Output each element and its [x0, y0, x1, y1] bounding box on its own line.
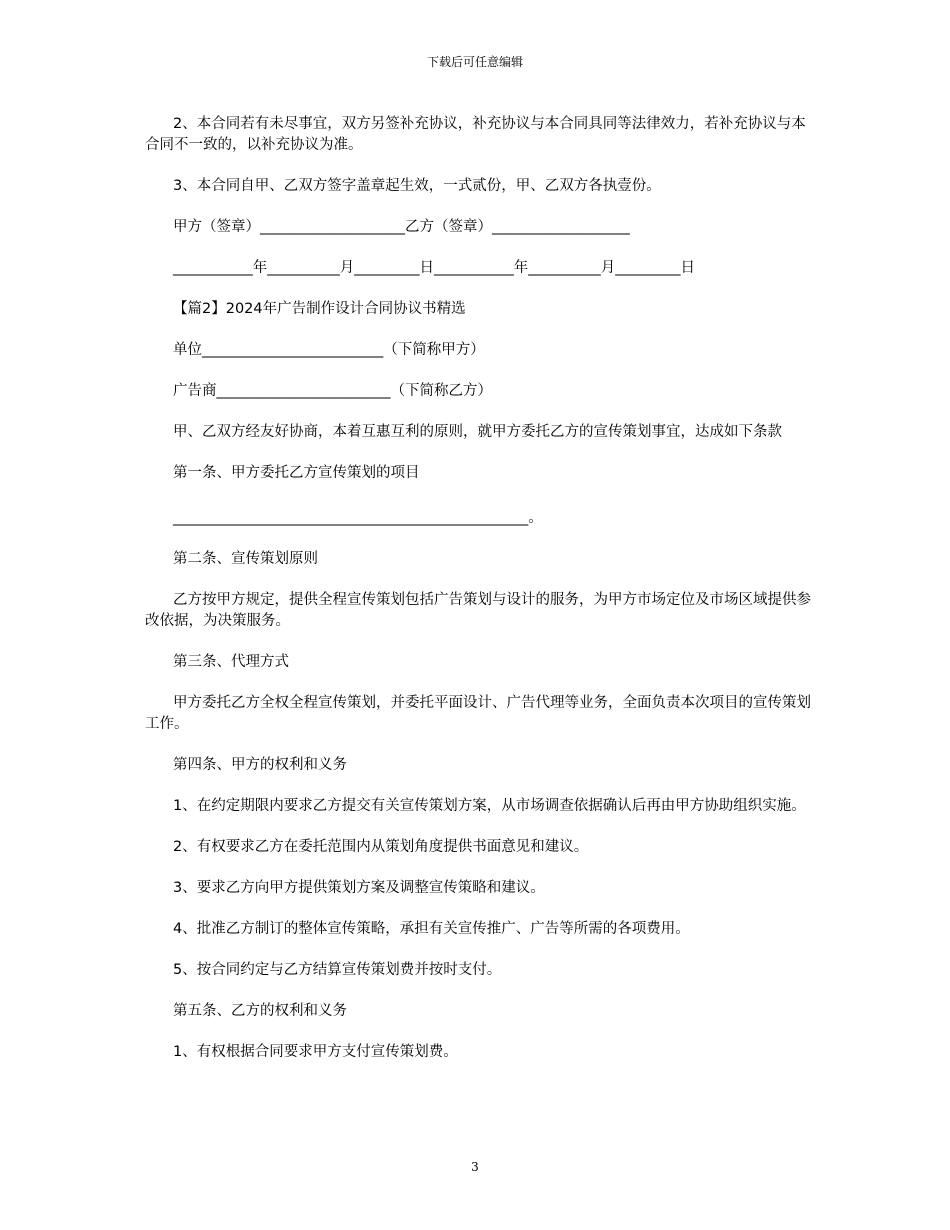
date-line: ___________年__________月_________日___________年__________月_________日: [173, 260, 695, 276]
paragraph: 甲方委托乙方全权全程宣传策划，并委托平面设计、广告代理等业务，全面负责本次项目的宣传策划工作。: [145, 695, 811, 732]
paragraph: 1、在约定期限内要求乙方提交有关宣传策划方案，从市场调查依据确认后再由甲方协助组织实施。: [173, 798, 806, 814]
paragraph: 甲、乙双方经友好协商，本着互惠互利的原则，就甲方委托乙方的宣传策划事宜，达成如下条款: [173, 424, 782, 440]
paragraph: 2、本合同若有未尽事宜，双方另签补充协议，补充协议与本合同具同等法律效力，若补充协议与本合同不一致的，以补充协议为准。: [145, 116, 806, 153]
article-heading: 第四条、甲方的权利和义务: [173, 757, 347, 773]
party-b-line: 广告商________________________（下简称乙方）: [173, 383, 492, 399]
page-number: 3: [471, 1160, 479, 1174]
paragraph: 2、有权要求乙方在委托范围内从策划角度提供书面意见和建议。: [173, 839, 589, 855]
section-title: 【篇2】2024年广告制作设计合同协议书精选: [173, 301, 466, 317]
paragraph: 3、本合同自甲、乙双方签字盖章起生效，一式贰份，甲、乙双方各执壹份。: [173, 178, 661, 194]
page-header: 下载后可任意编辑: [426, 55, 523, 69]
article-heading: 第五条、乙方的权利和义务: [173, 1003, 347, 1019]
paragraph: 5、按合同约定与乙方结算宣传策划费并按时支付。: [173, 962, 502, 978]
paragraph: 4、批准乙方制订的整体宣传策略，承担有关宣传推广、广告等所需的各项费用。: [173, 921, 690, 937]
paragraph: 1、有权根据合同要求甲方支付宣传策划费。: [173, 1044, 458, 1060]
article-heading: 第一条、甲方委托乙方宣传策划的项目: [173, 465, 420, 481]
article-heading: 第二条、宣传策划原则: [173, 551, 318, 567]
paragraph: 3、要求乙方向甲方提供策划方案及调整宣传策略和建议。: [173, 880, 545, 896]
signature-line: 甲方（签章）____________________乙方（签章）___________________: [173, 219, 630, 235]
party-a-line: 单位_________________________（下简称甲方）: [173, 342, 485, 358]
document-body: [145, 114, 813, 1063]
blank-line: _________________________________________________。: [173, 510, 543, 526]
article-heading: 第三条、代理方式: [173, 654, 289, 670]
paragraph: 乙方按甲方规定，提供全程宣传策划包括广告策划与设计的服务，为甲方市场定位及市场区域提供参改依据，为决策服务。: [145, 592, 811, 629]
